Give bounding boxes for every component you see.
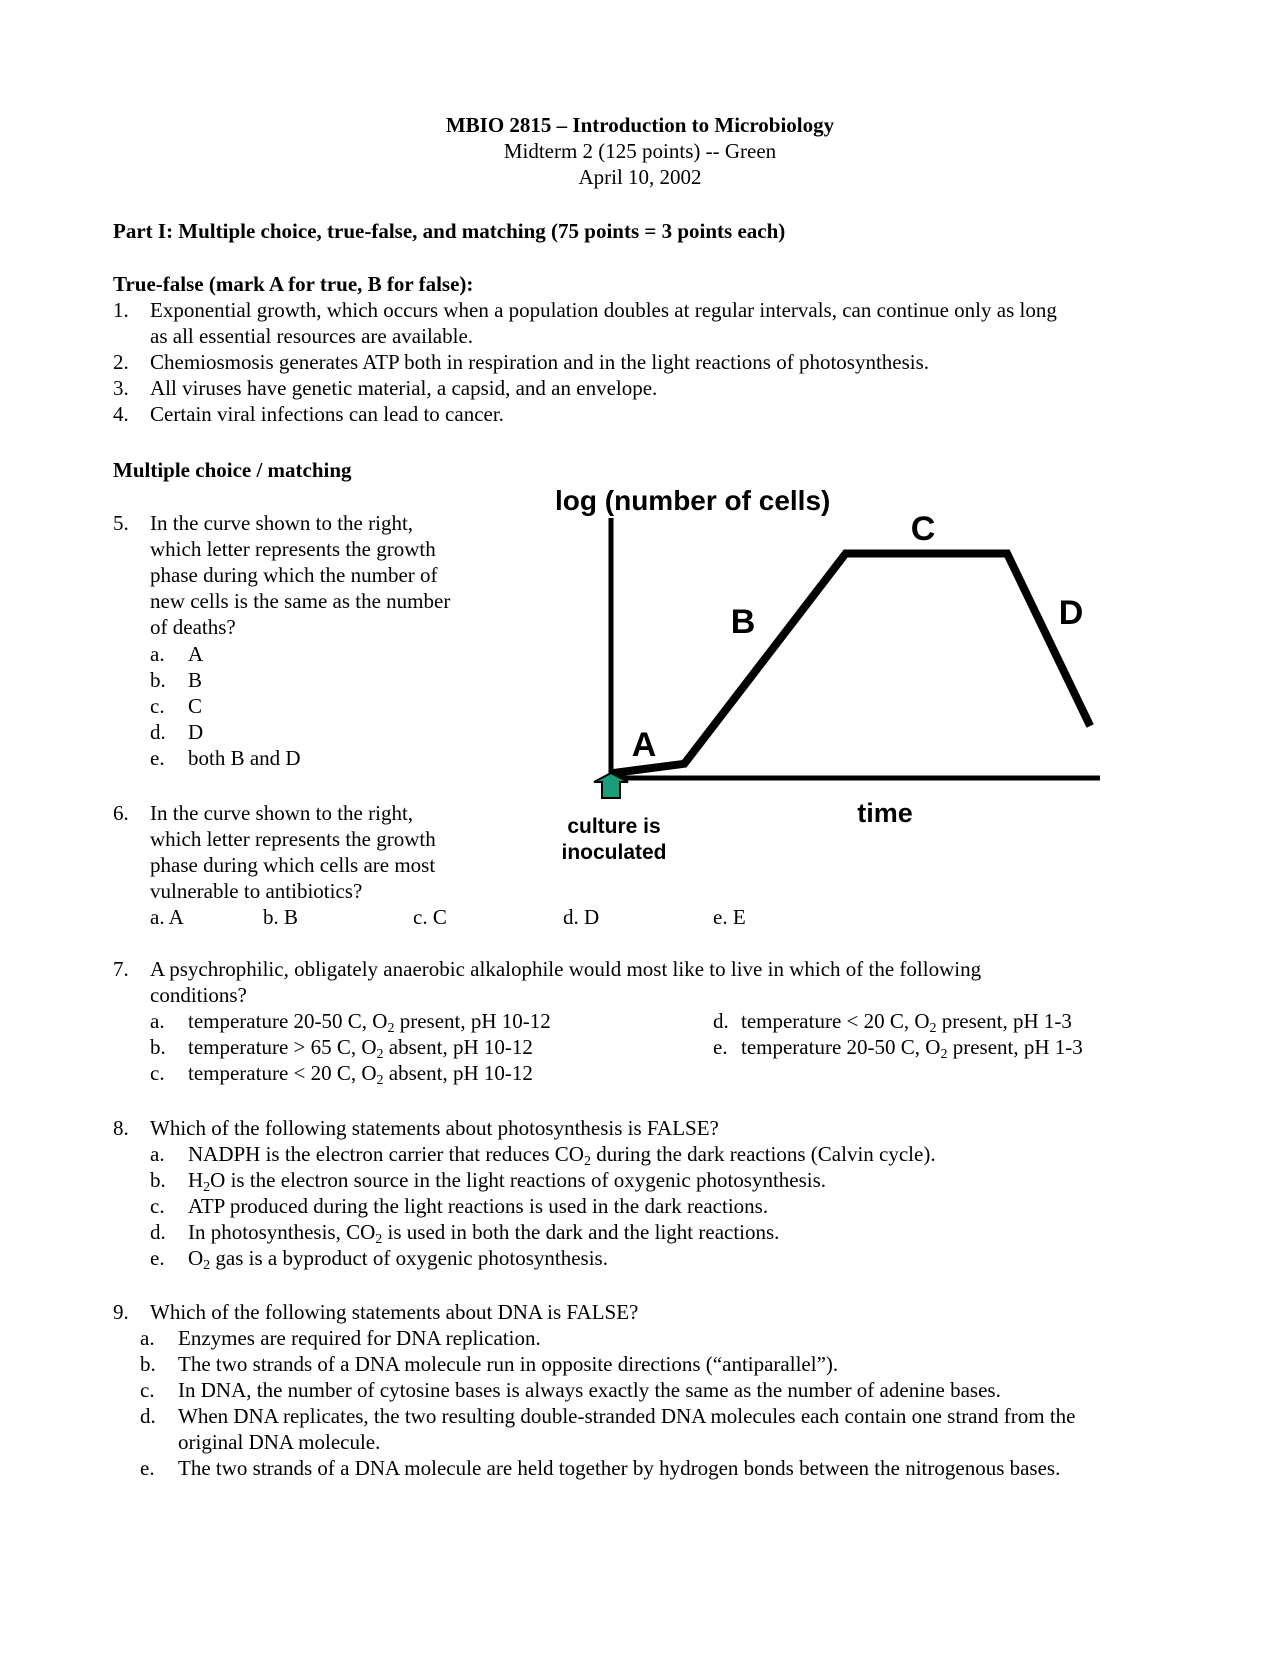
option-text: In DNA, the number of cytosine bases is always exactly the same as the number of adenine bases. <box>178 1378 1001 1402</box>
option-letter: b. <box>150 1035 166 1059</box>
question-text: Which of the following statements about photosynthesis is FALSE? <box>150 1116 719 1140</box>
option-text: temperature < 20 C, $O_2$ absent, pH 10-12 <box>188 1061 533 1088</box>
growth-curve-chart <box>540 480 1120 880</box>
question-number: 9. <box>113 1300 129 1324</box>
exam-title: Midterm 2 (125 points) -- Green <box>503 139 777 163</box>
exam-date: April 10, 2002 <box>578 165 702 189</box>
option: e. E <box>713 905 746 929</box>
option-text: both B and D <box>188 746 301 770</box>
option-text: temperature 20-50 C, $O_2$ present, pH 10-12 <box>188 1009 551 1036</box>
option-letter: a. <box>150 1142 165 1166</box>
question-text: which letter represents the growth <box>150 537 436 561</box>
option-letter: b. <box>150 668 166 692</box>
question-number: 7. <box>113 957 129 981</box>
option-text: Enzymes are required for DNA replication. <box>178 1326 541 1350</box>
question-text: In the curve shown to the right, <box>150 801 414 825</box>
option: b. B <box>263 905 299 929</box>
tf-text: All viruses have genetic material, a capsid, and an envelope. <box>150 376 658 400</box>
annotation-line-1: culture is <box>567 815 661 838</box>
question-number: 6. <box>113 801 129 825</box>
tf-text: as all essential resources are available. <box>150 324 474 348</box>
question-text: conditions? <box>150 983 247 1007</box>
option-text: temperature > 65 C, $O_2$ absent, pH 10-12 <box>188 1035 533 1062</box>
option-text: A <box>188 642 204 666</box>
question-number: 5. <box>113 511 129 535</box>
tf-text: Chemiosmosis generates ATP both in respiration and in the light reactions of photosynthesis. <box>150 350 930 374</box>
option-text: $O_2$ gas is a byproduct of oxygenic photosynthesis. <box>188 1246 608 1273</box>
course-title: MBIO 2815 – Introduction to Microbiology <box>445 113 835 137</box>
tf-number: 1. <box>113 298 129 322</box>
option-letter: c. <box>150 1061 165 1085</box>
phase-label-b: B <box>730 603 756 641</box>
tf-number: 3. <box>113 376 129 400</box>
question-text: vulnerable to antibiotics? <box>150 879 363 903</box>
growth-curve-line <box>611 554 1090 774</box>
option: c. C <box>413 905 447 929</box>
tf-heading: True-false (mark A for true, B for false): <box>113 272 474 296</box>
part1-heading: Part I: Multiple choice, true-false, and matching (75 points = 3 points each) <box>113 219 786 243</box>
option-letter: a. <box>140 1326 155 1350</box>
option-letter: e. <box>713 1035 728 1059</box>
option-letter: d. <box>140 1404 156 1428</box>
option-letter: c. <box>150 1194 165 1218</box>
option-text: NADPH is the electron carrier that reduces $CO_2$ during the dark reactions (Calvin cycle). <box>188 1142 936 1169</box>
question-text: Which of the following statements about DNA is FALSE? <box>150 1300 639 1324</box>
option-text: temperature 20-50 C, $O_2$ present, pH 1-3 <box>741 1035 1083 1062</box>
option-text: In photosynthesis, $CO_2$ is used in both the dark and the light reactions. <box>188 1220 780 1247</box>
tf-text: Exponential growth, which occurs when a population doubles at regular intervals, can continue only as long <box>150 298 1057 322</box>
question-text: new cells is the same as the number <box>150 589 451 613</box>
option-letter: e. <box>150 746 165 770</box>
option-text: $H_2O$ is the electron source in the light reactions of oxygenic photosynthesis. <box>188 1168 827 1195</box>
option-letter: c. <box>140 1378 155 1402</box>
question-text: In the curve shown to the right, <box>150 511 414 535</box>
question-text: phase during which cells are most <box>150 853 436 877</box>
tf-number: 2. <box>113 350 129 374</box>
option: a. A <box>150 905 184 929</box>
chart-ylabel: log (number of cells) <box>555 485 831 516</box>
option-letter: d. <box>150 720 166 744</box>
option-text: original DNA molecule. <box>178 1430 381 1454</box>
option-text: The two strands of a DNA molecule run in opposite directions (“antiparallel”). <box>178 1352 839 1376</box>
option-letter: e. <box>140 1456 155 1480</box>
question-text: A psychrophilic, obligately anaerobic alkalophile would most like to live in which of the following <box>150 957 982 981</box>
question-text: phase during which the number of <box>150 563 438 587</box>
option-text: The two strands of a DNA molecule are held together by hydrogen bonds between the nitrogenous bases. <box>178 1456 1061 1480</box>
option: d. D <box>563 905 600 929</box>
annotation-line-2: inoculated <box>561 841 667 864</box>
option-letter: b. <box>150 1168 166 1192</box>
question-text: which letter represents the growth <box>150 827 436 851</box>
option-letter: a. <box>150 642 165 666</box>
phase-label-a: A <box>631 726 657 764</box>
question-number: 8. <box>113 1116 129 1140</box>
option-text: When DNA replicates, the two resulting double-stranded DNA molecules each contain one strand from the <box>178 1404 1076 1428</box>
phase-label-d: D <box>1058 594 1084 632</box>
option-letter: d. <box>150 1220 166 1244</box>
phase-label-c: C <box>910 510 936 548</box>
tf-text: Certain viral infections can lead to cancer. <box>150 402 504 426</box>
mc-heading: Multiple choice / matching <box>113 458 352 482</box>
option-letter: c. <box>150 694 165 718</box>
option-letter: e. <box>150 1246 165 1270</box>
option-text: temperature < 20 C, $O_2$ present, pH 1-3 <box>741 1009 1072 1036</box>
option-letter: d. <box>713 1009 729 1033</box>
chart-xlabel: time <box>857 798 913 828</box>
option-letter: a. <box>150 1009 165 1033</box>
option-text: C <box>188 694 203 718</box>
option-text: D <box>188 720 204 744</box>
option-letter: b. <box>140 1352 156 1376</box>
option-text: B <box>188 668 203 692</box>
option-text: ATP produced during the light reactions is used in the dark reactions. <box>188 1194 769 1218</box>
question-text: of deaths? <box>150 615 236 639</box>
tf-number: 4. <box>113 402 129 426</box>
